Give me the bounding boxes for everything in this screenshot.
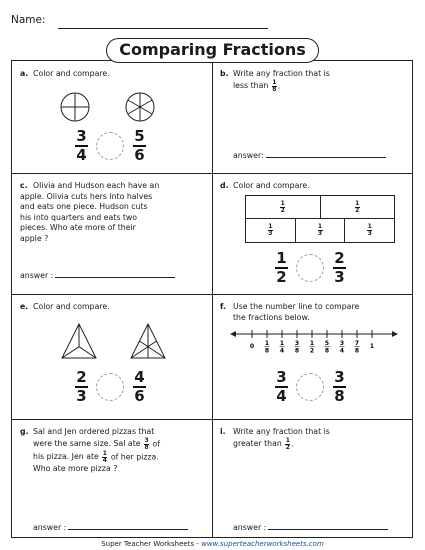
- tick-label-denominator: 8: [324, 347, 330, 355]
- problem-g: [20, 427, 208, 535]
- tick-label-denominator: 4: [279, 347, 285, 355]
- page-title: Comparing Fractions: [106, 38, 319, 63]
- fraction-comparison: [275, 251, 346, 285]
- footer: [0, 540, 425, 548]
- problem-a: [20, 69, 208, 169]
- problem-label: d.: [220, 181, 229, 190]
- fraction-left: $\frac{1}{2}$: [276, 249, 287, 286]
- tick-label: 0: [249, 343, 255, 350]
- problem-line: Olivia and Hudson each have an: [33, 181, 160, 190]
- row-divider: [12, 294, 412, 295]
- tick-label-denominator: 2: [309, 347, 315, 355]
- tick-label: 1: [279, 340, 285, 347]
- tick-label: 1: [309, 340, 315, 347]
- tick-label: 3: [294, 340, 300, 347]
- problem-prompt: Color and compare.: [33, 69, 110, 78]
- fraction-left: $\frac{3}{4}$: [76, 127, 87, 164]
- thirds-bar[interactable]: 1 3 1 3 1 3: [245, 219, 395, 243]
- tick-label-denominator: 8: [294, 347, 300, 355]
- fraction-bars: [245, 195, 395, 245]
- footer-link[interactable]: www.superteacherworksheets.com: [201, 540, 324, 548]
- fraction-right: $\frac{5}{6}$: [134, 127, 145, 164]
- problem-line: were the same size. Sal ate: [33, 439, 141, 448]
- tick-label-denominator: 8: [354, 347, 360, 355]
- thirds-triangle[interactable]: [62, 324, 96, 358]
- fraction-comparison: [75, 129, 146, 163]
- problem-line: his pizza. Jen ate: [33, 452, 99, 461]
- halves-bar[interactable]: 1 2 1 2: [245, 195, 395, 219]
- problem-line: Who ate more pizza ?: [33, 463, 118, 473]
- problem-line: apple ?: [20, 233, 49, 243]
- problem-line: pieces. Who ate more of their: [20, 223, 136, 232]
- problem-prompt: Color and compare.: [33, 302, 110, 311]
- row-divider: [12, 173, 412, 174]
- fraction-circles: [60, 91, 170, 125]
- problem-f: [220, 302, 408, 414]
- row-divider: [12, 419, 412, 420]
- inline-fraction: $\frac{3}{8}$: [144, 436, 149, 451]
- inline-fraction: $\frac{1}{4}$: [102, 449, 107, 464]
- fraction-comparison: [75, 370, 146, 404]
- problem-prompt: Write any fraction that is: [233, 427, 330, 436]
- problem-label: f.: [220, 302, 226, 311]
- compare-circle[interactable]: [296, 254, 324, 282]
- name-label: Name:: [11, 14, 46, 26]
- fraction-right: $\frac{2}{3}$: [334, 249, 345, 286]
- problem-label: i.: [220, 427, 226, 436]
- answer-field[interactable]: answer :: [33, 521, 188, 534]
- problem-line: apple. Olivia cuts hers into halves: [20, 191, 153, 201]
- sixths-circle[interactable]: [126, 93, 154, 121]
- fraction-right: $\frac{4}{6}$: [134, 368, 145, 405]
- problem-line: and eats one piece. Hudson cuts: [20, 202, 148, 211]
- problem-prompt: Use the number line to compare: [233, 302, 360, 311]
- tick-label-denominator: 4: [339, 347, 345, 355]
- title-banner: [0, 38, 425, 63]
- problem-label: b.: [220, 69, 229, 78]
- fraction-left: $\frac{2}{3}$: [76, 368, 87, 405]
- problem-prompt-2: the fractions below.: [233, 312, 310, 322]
- compare-circle[interactable]: [96, 373, 124, 401]
- problem-prompt: Color and compare.: [233, 181, 310, 190]
- worksheet-grid: [11, 60, 413, 538]
- name-line[interactable]: [58, 28, 268, 29]
- inline-fraction: $\frac{1}{2}$: [285, 436, 290, 451]
- sixths-triangle[interactable]: [131, 324, 165, 358]
- problem-d: [220, 181, 408, 291]
- answer-field[interactable]: answer :: [20, 269, 175, 282]
- problem-label: e.: [20, 302, 29, 311]
- problem-e: [20, 302, 208, 414]
- compare-circle[interactable]: [96, 132, 124, 160]
- compare-circle[interactable]: [296, 373, 324, 401]
- problem-label: a.: [20, 69, 29, 78]
- answer-field[interactable]: answer:: [233, 149, 386, 162]
- tick-label: 3: [339, 340, 345, 347]
- problem-prompt-2: greater than: [233, 439, 282, 448]
- column-divider: [212, 61, 213, 537]
- problem-line: of her pizza.: [110, 452, 159, 461]
- tick-label: 1: [369, 343, 375, 350]
- fraction-left: $\frac{3}{4}$: [276, 368, 287, 405]
- problem-line: his into quarters and eats two: [20, 212, 138, 222]
- tick-label-denominator: 8: [264, 347, 270, 355]
- right-arrow-icon: [392, 331, 398, 337]
- problem-prompt-2: less than: [233, 81, 269, 90]
- quarters-circle[interactable]: [61, 93, 89, 121]
- left-arrow-icon: [230, 331, 236, 337]
- problem-label: g.: [20, 427, 29, 436]
- problem-line: Sal and Jen ordered pizzas that: [33, 427, 155, 436]
- problem-line: of: [152, 439, 161, 448]
- problem-prompt: Write any fraction that is: [233, 69, 330, 78]
- footer-text: Super Teacher Worksheets -: [101, 540, 202, 548]
- number-line: [230, 324, 400, 358]
- problem-label: c.: [20, 181, 28, 190]
- fraction-comparison: [275, 370, 346, 404]
- inline-fraction: $\frac{1}{8}$: [272, 78, 277, 93]
- tick-label: 1: [264, 340, 270, 347]
- problem-b: b. Write any fraction that is less than $\frac{1}{8}$ . answer:: [220, 69, 408, 169]
- tick-label: 7: [354, 340, 360, 347]
- problem-i: i. Write any fraction that is greater than $\frac{1}{2}$ . answer :: [220, 427, 408, 535]
- problem-c: [20, 181, 208, 291]
- answer-field[interactable]: answer :: [233, 521, 388, 534]
- fraction-triangles: [60, 322, 180, 362]
- tick-label: 5: [324, 340, 330, 347]
- fraction-right: $\frac{3}{8}$: [334, 368, 345, 405]
